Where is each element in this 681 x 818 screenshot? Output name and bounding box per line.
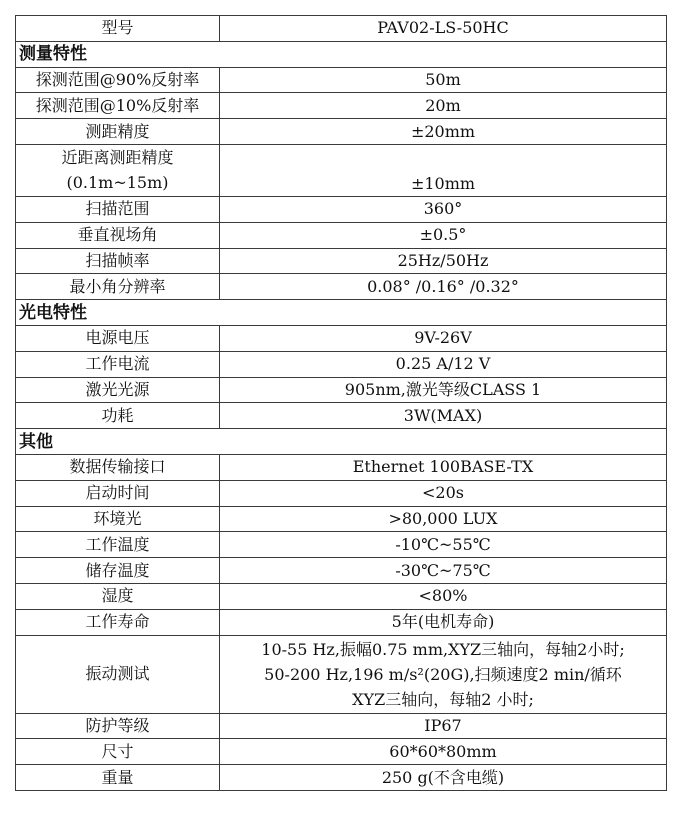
- spec-label: [16, 93, 220, 119]
- spec-label: [16, 454, 220, 480]
- spec-value: [220, 325, 667, 351]
- spec-row: [16, 506, 667, 532]
- spec-label-line: 尺寸: [101, 741, 134, 761]
- spec-label-line: 工作温度: [85, 534, 150, 554]
- section-header: [16, 429, 667, 455]
- spec-value: [220, 739, 667, 765]
- spec-value: [220, 93, 667, 119]
- spec-label-line: 启动时间: [85, 483, 150, 503]
- spec-value-line: -10℃~55℃: [395, 534, 491, 554]
- spec-label: [16, 403, 220, 429]
- spec-row: [16, 248, 667, 274]
- spec-value-line: 25Hz/50Hz: [397, 250, 489, 270]
- spec-label-line: 储存温度: [85, 560, 150, 580]
- spec-value: [220, 583, 667, 609]
- spec-label: [16, 506, 220, 532]
- spec-value-line: <20s: [422, 483, 464, 503]
- spec-label: [16, 739, 220, 765]
- spec-value: [220, 351, 667, 377]
- spec-label: [16, 558, 220, 584]
- spec-row: [16, 325, 667, 351]
- spec-row: [16, 351, 667, 377]
- spec-label: [16, 377, 220, 403]
- spec-value: [220, 713, 667, 739]
- spec-row: [16, 739, 667, 765]
- spec-row: [16, 583, 667, 609]
- spec-value-line: 250 g(不含电缆): [381, 767, 505, 787]
- spec-value-line: ±20mm: [410, 121, 476, 141]
- spec-row: [16, 377, 667, 403]
- spec-value: [220, 119, 667, 145]
- spec-value-line: 360°: [423, 199, 463, 219]
- spec-label: [16, 144, 220, 196]
- spec-label: [16, 119, 220, 145]
- spec-label-line: 测距精度: [85, 121, 150, 141]
- section-header: [16, 300, 667, 326]
- spec-value-line: >80,000 LUX: [388, 508, 498, 528]
- spec-row: [16, 558, 667, 584]
- spec-value-line: <80%: [418, 586, 468, 606]
- spec-value-line: 5年(电机寿命): [391, 612, 495, 632]
- spec-value-line: 20m: [425, 95, 461, 115]
- spec-label-line: 垂直视场角: [77, 225, 158, 245]
- spec-row: [16, 274, 667, 300]
- spec-value: [220, 222, 667, 248]
- spec-label: [16, 609, 220, 635]
- spec-value: [220, 403, 667, 429]
- spec-value-line: 905nm,激光等级CLASS 1: [344, 379, 542, 399]
- spec-label-line: (0.1m~15m): [66, 173, 169, 193]
- spec-label-line: 防护等级: [85, 715, 150, 735]
- spec-label-line: 工作电流: [85, 354, 150, 374]
- spec-label: [16, 325, 220, 351]
- section-header: [16, 41, 667, 67]
- spec-value-line: XYZ三轴向，每轴2 小时;: [352, 689, 534, 709]
- spec-row: [16, 765, 667, 791]
- spec-value: [220, 67, 667, 93]
- spec-label-line: 扫描范围: [85, 199, 150, 219]
- spec-label: [16, 248, 220, 274]
- spec-label-line: 重量: [101, 767, 134, 787]
- spec-value-line: 3W(MAX): [403, 405, 483, 425]
- spec-label-line: 工作寿命: [85, 612, 150, 632]
- spec-row: [16, 222, 667, 248]
- section-title: 其他: [16, 429, 667, 455]
- spec-value: [220, 558, 667, 584]
- spec-value: [220, 377, 667, 403]
- section-title: 测量特性: [16, 41, 667, 67]
- spec-value-line: ±10mm: [410, 173, 476, 193]
- spec-label-line: 电源电压: [85, 328, 150, 348]
- spec-label: [16, 713, 220, 739]
- spec-value-line: 50-200 Hz,196 m/s²(20G),扫频速度2 min/循环: [264, 664, 622, 684]
- spec-value-line: Ethernet 100BASE-TX: [352, 457, 534, 477]
- spec-row: [16, 609, 667, 635]
- spec-value-line: 10-55 Hz,振幅0.75 mm,XYZ三轴向，每轴2小时;: [261, 639, 625, 659]
- spec-value: [220, 532, 667, 558]
- spec-row: [16, 454, 667, 480]
- spec-label-line: 激光光源: [85, 379, 150, 399]
- spec-label: [16, 274, 220, 300]
- spec-value: [220, 454, 667, 480]
- spec-label-line: 探测范围@90%反射率: [35, 69, 200, 89]
- spec-label-line: 近距离测距精度: [61, 148, 174, 168]
- spec-label-line: 功耗: [101, 405, 134, 425]
- spec-value-line: 0.25 A/12 V: [395, 354, 491, 374]
- spec-value: [220, 765, 667, 791]
- spec-value: [220, 196, 667, 222]
- spec-value-line: ±0.5°: [419, 225, 467, 245]
- spec-label: [16, 583, 220, 609]
- spec-value-line: -30℃~75℃: [395, 560, 491, 580]
- spec-label: [16, 196, 220, 222]
- spec-value: [220, 248, 667, 274]
- spec-row: [16, 93, 667, 119]
- spec-label-line: 湿度: [101, 586, 134, 606]
- spec-value: [220, 506, 667, 532]
- spec-label: [16, 67, 220, 93]
- model-label: 型号: [16, 16, 220, 42]
- spec-value: [220, 144, 667, 196]
- spec-label-line: 环境光: [93, 508, 142, 528]
- spec-value-line: IP67: [424, 715, 462, 735]
- model-value: PAV02-LS-50HC: [220, 16, 667, 42]
- spec-label: [16, 765, 220, 791]
- spec-value: [220, 609, 667, 635]
- spec-value-line: 0.08° /0.16° /0.32°: [367, 276, 519, 296]
- spec-value-line: 60*60*80mm: [389, 741, 497, 761]
- spec-value-line: 9V-26V: [414, 328, 472, 348]
- spec-row: [16, 713, 667, 739]
- spec-row: [16, 67, 667, 93]
- spec-label-line: 扫描帧率: [85, 250, 150, 270]
- spec-row: [16, 635, 667, 713]
- spec-label-line: 振动测试: [85, 664, 150, 684]
- spec-label-line: 最小角分辨率: [69, 276, 166, 296]
- spec-table: [15, 15, 667, 791]
- spec-value: [220, 635, 667, 713]
- spec-label-line: 数据传输接口: [69, 457, 166, 477]
- spec-label: [16, 222, 220, 248]
- spec-label: [16, 480, 220, 506]
- spec-table-body: [16, 16, 667, 791]
- spec-row: [16, 144, 667, 196]
- spec-label-line: 探测范围@10%反射率: [35, 95, 200, 115]
- spec-value: [220, 274, 667, 300]
- spec-row: [16, 480, 667, 506]
- spec-label: [16, 351, 220, 377]
- section-title: 光电特性: [16, 300, 667, 326]
- spec-row: [16, 532, 667, 558]
- spec-value: [220, 480, 667, 506]
- spec-row: [16, 119, 667, 145]
- spec-row: [16, 196, 667, 222]
- spec-label: [16, 532, 220, 558]
- spec-label: [16, 635, 220, 713]
- spec-value-line: 50m: [425, 69, 461, 89]
- spec-row: [16, 403, 667, 429]
- model-row: [16, 16, 667, 42]
